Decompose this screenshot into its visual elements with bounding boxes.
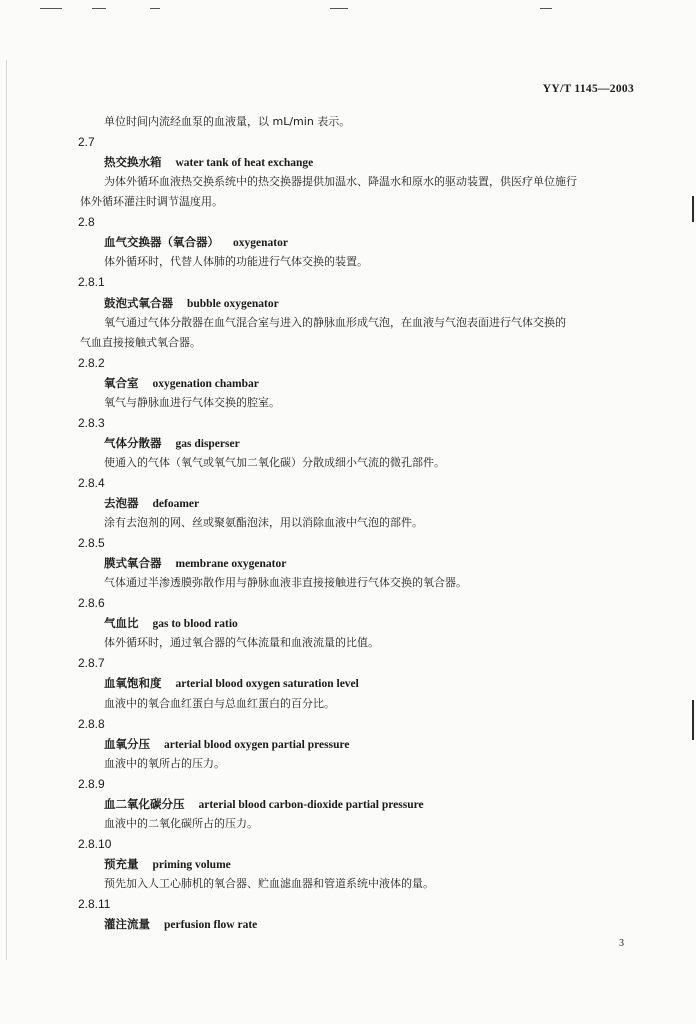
term-english: arterial blood carbon-dioxide partial pressure [198,798,424,811]
term-english: oxygenator [233,237,288,250]
term-chinese: 血二氧化碳分压 [104,796,185,811]
term-chinese: 预充量 [104,856,139,871]
definition-text: 为体外循环血液热交换系统中的热交换器提供加温水、降温水和原水的驱动装置，供医疗单位施行 [104,175,577,189]
clause-number: 2.8 [78,215,95,230]
term-heading [104,495,199,512]
definition-text: 体外循环时，代替人体肺的功能进行气体交换的装置。 [104,255,368,269]
definition-continuation: 气血直接接触式氧合器。 [80,335,201,349]
term-english: arterial blood oxygen saturation level [175,678,359,691]
term-chinese: 膜式氧合器 [104,556,162,571]
clause-number: 2.7 [78,135,95,150]
definition-text: 气体通过半渗透膜弥散作用与静脉血液非直接接触进行气体交换的氧合器。 [104,576,467,590]
term-chinese: 血氧饱和度 [104,676,162,691]
scan-artifact [40,8,62,9]
term-chinese: 氧合室 [104,375,139,390]
scan-edge-mark [692,700,694,740]
clause-number: 2.8.8 [78,716,105,731]
term-heading [104,675,359,692]
term-heading [104,856,231,873]
definition-continuation: 体外循环灌注时调节温度用。 [80,195,223,209]
clause-number: 2.8.4 [78,475,105,490]
term-english: gas to blood ratio [152,618,238,631]
standard-code: YY/T 1145—2003 [542,83,634,95]
term-heading [104,615,238,632]
definition-text: 单位时间内流经血泵的血液量，以 mL/min 表示。 [104,115,351,128]
term-heading [104,234,288,251]
term-english: defoamer [152,497,200,510]
term-english: arterial blood oxygen partial pressure [164,738,350,751]
clause-number: 2.8.7 [78,656,105,671]
term-chinese: 去泡器 [104,495,139,510]
term-chinese: 气体分散器 [104,435,162,450]
clause-number: 2.8.11 [78,897,111,911]
clause-number: 2.8.6 [78,596,105,611]
term-chinese: 热交换水箱 [104,155,162,170]
term-chinese: 鼓泡式氧合器 [104,295,173,310]
definition-text: 使通入的气体（氧气或氧气加二氧化碳）分散成细小气流的微孔部件。 [104,455,445,469]
term-chinese: 灌注流量 [104,917,150,931]
scan-artifact [330,8,348,9]
definition-text: 预先加入人工心肺机的氧合器、贮血滤血器和管道系统中液体的量。 [104,876,434,890]
definition-text: 氧气通过气体分散器在血气混合室与进入的静脉血形成气泡，在血液与气泡表面进行气体交换的 [104,315,566,329]
clause-number: 2.8.3 [78,415,105,430]
clause-number: 2.8.9 [78,776,105,791]
definition-text: 涂有去泡剂的网、丝或聚氨酯泡沫，用以消除血液中气泡的部件。 [104,516,423,529]
term-english: priming volume [152,858,231,871]
scan-artifact [92,8,106,9]
clause-number: 2.8.1 [78,275,105,290]
term-heading [104,555,286,572]
definition-text: 氧气与静脉血进行气体交换的腔室。 [104,395,280,409]
term-english: oxygenation chambar [152,377,259,390]
term-heading [104,435,240,452]
clause-number: 2.8.5 [78,536,105,550]
definition-text: 血液中的氧所占的压力。 [104,756,225,770]
term-chinese: 血气交换器（氧合器） [104,235,219,250]
term-heading [104,736,349,753]
term-english: bubble oxygenator [187,297,279,310]
term-heading [104,375,259,392]
term-english: gas disperser [175,437,240,450]
definition-text: 体外循环时，通过氧合器的气体流量和血液流量的比值。 [104,636,379,650]
definition-text: 血液中的氧合血红蛋白与总血红蛋白的百分比。 [104,696,335,710]
term-english: perfusion flow rate [164,919,258,931]
term-heading [104,916,257,933]
clause-number: 2.8.10 [78,836,112,851]
clause-number: 2.8.2 [78,355,105,370]
term-chinese: 血氧分压 [104,736,150,751]
term-chinese: 气血比 [104,616,139,631]
term-english: water tank of heat exchange [175,157,314,170]
term-heading [104,154,313,171]
scan-artifact [540,8,552,9]
scan-edge-mark [692,196,694,222]
term-heading [104,796,424,813]
page-number: 3 [619,938,624,949]
definition-text: 血液中的二氧化碳所占的压力。 [104,816,258,830]
scan-edge-mark [6,60,7,960]
scan-artifact [150,8,160,9]
term-heading [104,295,279,312]
term-english: membrane oxygenator [175,558,287,571]
